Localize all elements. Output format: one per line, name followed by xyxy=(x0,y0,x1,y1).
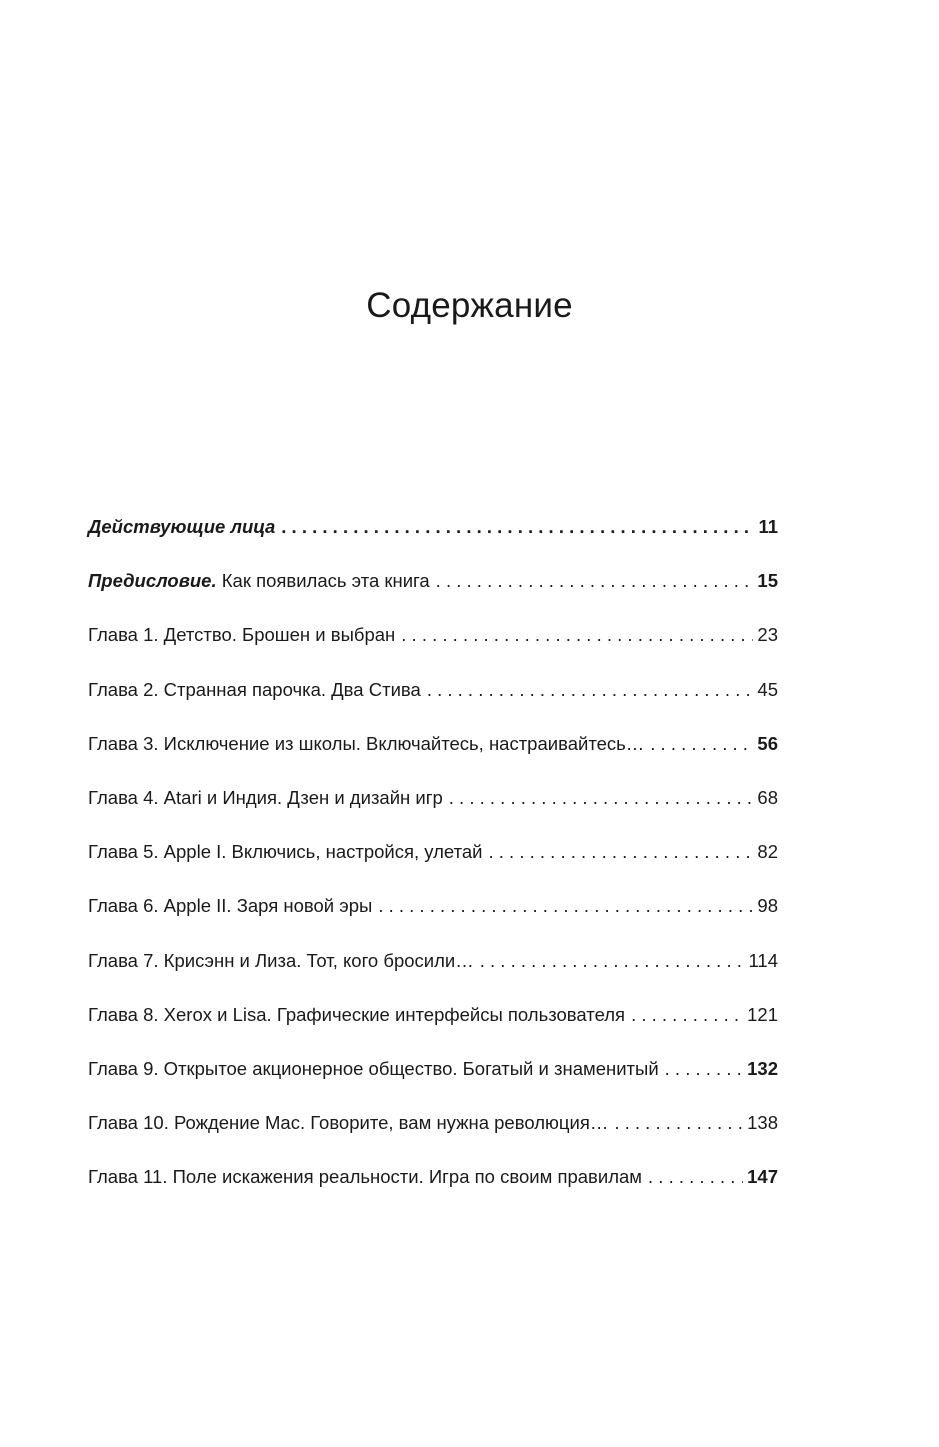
toc-leader-dots xyxy=(648,1160,743,1194)
toc-entry-title: Глава 7. Крисэнн и Лиза. Тот, кого бросили… xyxy=(88,949,474,971)
toc-entry-title: Глава 2. Странная парочка. Два Стива xyxy=(88,678,421,700)
toc-entry-page: 82 xyxy=(757,841,778,863)
toc-leader-dots xyxy=(427,673,754,707)
toc-entry xyxy=(88,944,778,998)
toc-entry-page: 68 xyxy=(757,786,778,808)
toc-entry xyxy=(88,1052,778,1106)
toc-entry xyxy=(88,673,778,727)
toc-entry xyxy=(88,618,778,672)
toc-entry-page: 15 xyxy=(757,570,778,592)
toc-entry-page: 132 xyxy=(747,1057,778,1079)
toc-entry-title: Как появилась эта книга xyxy=(216,570,430,592)
toc-leader-dots xyxy=(614,1106,743,1140)
toc-entry-title: Глава 8. Xerox и Lisa. Графические интерфейсы пользователя xyxy=(88,1003,626,1025)
toc-entry-page: 98 xyxy=(757,895,778,917)
toc-entry-title: Глава 10. Рождение Mac. Говорите, вам нужна революция… xyxy=(88,1112,609,1134)
toc-leader-dots xyxy=(449,781,754,815)
toc-entry-page: 114 xyxy=(748,949,778,971)
toc-entry xyxy=(88,510,778,564)
toc-entry-title: Глава 6. Apple II. Заря новой эры xyxy=(88,895,373,917)
toc-leader-dots xyxy=(650,727,753,761)
table-of-contents xyxy=(88,510,778,1214)
toc-entry-page: 11 xyxy=(758,516,778,537)
toc-leader-dots xyxy=(281,510,754,544)
toc-entry xyxy=(88,998,778,1052)
toc-leader-dots xyxy=(436,564,754,598)
toc-leader-dots xyxy=(489,835,754,869)
toc-leader-dots xyxy=(631,998,743,1032)
toc-entry-title: Глава 4. Atari и Индия. Дзен и дизайн игр xyxy=(88,786,443,808)
toc-entry xyxy=(88,781,778,835)
toc-leader-dots xyxy=(480,944,745,978)
toc-entry xyxy=(88,835,778,889)
toc-entry-title: Глава 9. Открытое акционерное общество. Богатый и знаменитый xyxy=(88,1057,659,1079)
toc-entry-page: 121 xyxy=(747,1003,778,1025)
toc-entry-page: 147 xyxy=(747,1166,778,1188)
toc-leader-dots xyxy=(378,889,753,923)
toc-entry-page: 45 xyxy=(757,678,778,700)
toc-leader-dots xyxy=(665,1052,743,1086)
toc-entry-page: 138 xyxy=(747,1112,778,1134)
toc-entry-title: Глава 1. Детство. Брошен и выбран xyxy=(88,624,396,646)
toc-entry-page: 23 xyxy=(757,624,778,646)
toc-entry-title: Глава 3. Исключение из школы. Включайтесь, настраивайтесь… xyxy=(88,732,645,754)
toc-entry-lead: Действующие лица xyxy=(88,516,276,537)
page-title: Содержание xyxy=(366,286,573,325)
toc-entry xyxy=(88,564,778,618)
toc-entry-lead: Предисловие. xyxy=(88,570,217,592)
toc-entry-title: Глава 11. Поле искажения реальности. Игра по своим правилам xyxy=(88,1166,643,1188)
toc-entry xyxy=(88,727,778,781)
toc-entry xyxy=(88,1160,778,1214)
toc-entry-page: 56 xyxy=(757,732,778,754)
toc-leader-dots xyxy=(401,618,753,652)
toc-entry-title: Глава 5. Apple I. Включись, настройся, улетай xyxy=(88,841,483,863)
toc-entry xyxy=(88,889,778,943)
toc-entry xyxy=(88,1106,778,1160)
